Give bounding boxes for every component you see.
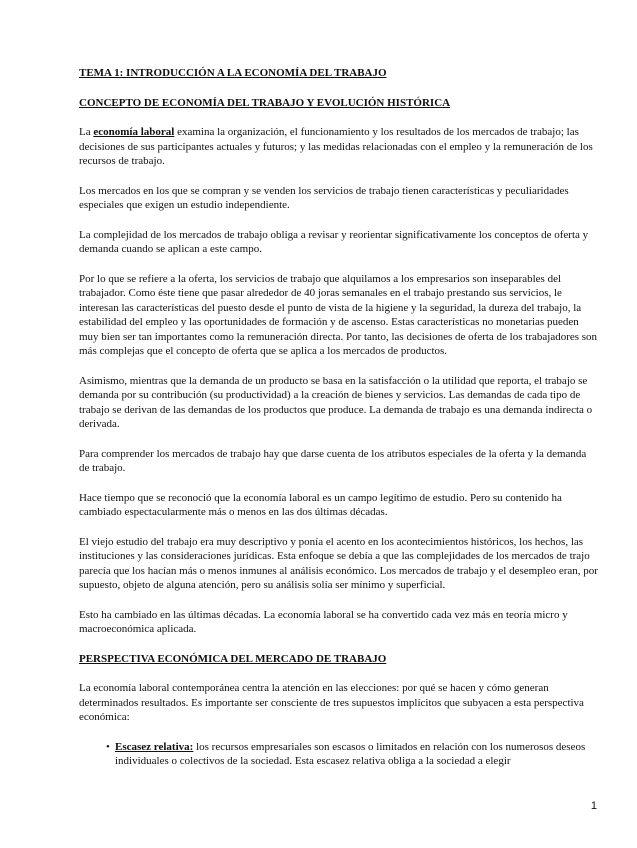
- list-item: • Escasez relativa: los recursos empresariales son escasos o limitados en relación con los numerosos deseos individuales o colectivos de la sociedad. Esta escasez relativa obliga a la sociedad a elegir: [106, 740, 586, 767]
- paragraph: Hace tiempo que se reconoció que la economía laboral es un campo legítimo de estudio. Pero su contenido ha cambiado espectacularmente más o menos en las dos últimas décadas.: [79, 491, 562, 518]
- document-title: TEMA 1: INTRODUCCIÓN A LA ECONOMÍA DEL TRABAJO: [79, 67, 387, 79]
- defined-term: Escasez relativa:: [115, 740, 194, 753]
- paragraph: La economía laboral contemporánea centra la atención en las elecciones: por qué se hacen y cómo generan determinados resultados. Es importante ser consciente de tres supuestos implícitos que subyacen a esta perspectiva económica:: [79, 682, 584, 723]
- document-body: [79, 66, 599, 769]
- paragraph: Asimismo, mientras que la demanda de un producto se basa en la satisfacción o la utilidad que reporta, el trabajo se demanda por su contribución (su productividad) a la creación de bienes y servicios. Las demandas de cada tipo de trabajo se derivan de las demandas de los productos que produce. La demanda de trabajo es una demanda indirecta o derivada.: [79, 374, 593, 430]
- section-heading-concepto: CONCEPTO DE ECONOMÍA DEL TRABAJO Y EVOLUCIÓN HISTÓRICA: [79, 96, 451, 109]
- defined-term: economía laboral: [93, 126, 175, 138]
- paragraph: La economía laboral examina la organización, el funcionamiento y los resultados de los mercados de trabajo; las decisiones de sus participantes actuales y futuros; y las medidas relacionadas con el empleo y la remuneración de los recursos de trabajo.: [79, 126, 593, 167]
- page-number: 1: [590, 800, 597, 812]
- bullet-icon: •: [106, 740, 110, 753]
- paragraph: Esto ha cambiado en las últimas décadas. La economía laboral se ha convertido cada vez más en teoría micro y macroeconómica aplicada.: [79, 608, 568, 635]
- paragraph: Los mercados en los que se compran y se venden los servicios de trabajo tienen características y peculiaridades especiales que exigen un estudio independiente.: [79, 184, 569, 211]
- section-heading-perspectiva: PERSPECTIVA ECONÓMICA DEL MERCADO DE TRABAJO: [79, 652, 387, 665]
- paragraph: La complejidad de los mercados de trabajo obliga a revisar y reorientar significativamente los conceptos de oferta y demanda cuando se aplican a este campo.: [79, 228, 589, 255]
- paragraph: El viejo estudio del trabajo era muy descriptivo y ponía el acento en los acontecimientos históricos, los hechos, las instituciones y las consideraciones jurídicas. Esta enfoque se debía a que las complejidades de los mercados de trajo parecía que los hacían más o menos inmunes al análisis económico. Los mercados de trabajo y el desempleo eran, por supuesto, objeto de alguna atención, pero su análisis solía ser mínimo y superficial.: [79, 535, 598, 591]
- bullet-list: [79, 740, 599, 769]
- paragraph: Para comprender los mercados de trabajo hay que darse cuenta de los atributos especiales de la oferta y la demanda de trabajo.: [79, 447, 587, 474]
- paragraph: Por lo que se refiere a la oferta, los servicios de trabajo que alquilamos a los empresarios son inseparables del trabajador. Como éste tiene que pasar alrededor de 40 joras semanales en el trabajo prestando sus servicios, le interesan las características del puesto desde el punto de vista de la higiene y la seguridad, la dureza del trabajo, la estabilidad del empleo y las oportunidades de formación y de ascenso. Estas características no monetarias pueden muy bien ser tan importantes como la remuneración directa. Por tanto, las decisiones de oferta de los trabajadores son más complejas que el concepto de oferta que se aplica a los mercados de productos.: [79, 272, 598, 357]
